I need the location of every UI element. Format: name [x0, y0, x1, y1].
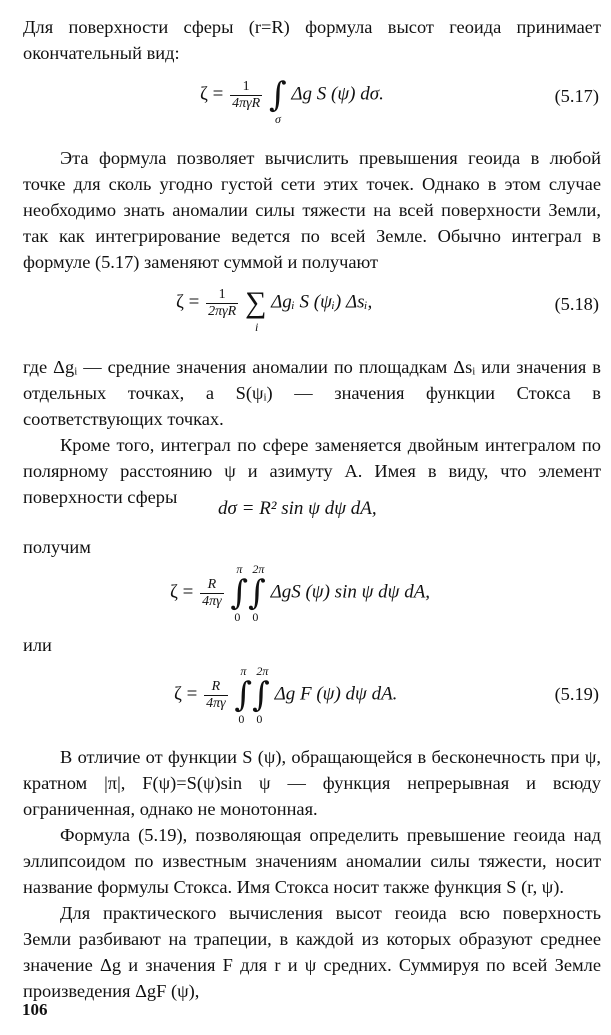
eq517-lhs: ζ = — [200, 83, 224, 105]
eq518-numerator: 1 — [206, 287, 238, 304]
eqzs-upper-1: π — [236, 562, 243, 576]
eqzs-lhs: ζ = — [170, 581, 194, 603]
paragraph-4: Кроме того, интеграл по сфере заменяется двойным интегралом по полярному расстоянию ψ и азимуту A. Имея в виду, что элемент поверхности сферы — [23, 435, 601, 507]
eq517-body: Δg S (ψ) dσ. — [291, 83, 384, 105]
eq519-denominator: 4πγ — [206, 695, 226, 711]
equation-zeta-sin — [0, 562, 611, 634]
paragraph-3: где Δgᵢ — средние значения аномалии по площадкам Δsᵢ или значения в отдельных точках, а S(ψᵢ) — значения функции Стокса в соответствующих точках. — [23, 357, 601, 429]
eq518-denominator: 2πγR — [208, 303, 237, 319]
eq519-upper-2: 2π — [256, 664, 269, 678]
eq517-lower-limit: σ — [274, 112, 281, 126]
eqzs-lower-1: 0 — [234, 610, 241, 624]
equation-5-17 — [0, 72, 611, 138]
paragraph-1: Для поверхности сферы (r=R) формула высот геоида принимает окончательный вид: — [23, 17, 601, 63]
paragraph-9: Для практического вычисления высот геоида всю поверхность Земли разбивают на трапеции, в каждой из которых образуют среднее значение Δg и значения F для r и ψ средних. Суммируя по всей Земле произведения ΔgF (ψ), — [23, 903, 601, 1001]
eqzs-fraction — [200, 577, 224, 610]
paragraph-5: получим — [23, 537, 91, 557]
equation-5-18 — [0, 280, 611, 350]
paragraph-2: Эта формула позволяет вычислить превышения геоида в любой точке для сколь угодно густой сети этих точек. Однако в этом случае необходимо знать аномалии силы тяжести на всей поверхности Земли, так как интегрирование ведется по всей Земле. Обычно интеграл в формуле (5.17) заменяют суммой и получают — [23, 148, 601, 272]
eq519-fraction — [204, 679, 228, 712]
paragraph-8: Формула (5.19), позволяющая определить превышение геоида над эллипсоидом по известным значениям аномалии силы тяжести, носит название формулы Стокса. Имя Стокса носит также функция S (r, ψ). — [23, 825, 601, 897]
eq517-integral: ∫ σ — [268, 75, 287, 126]
eq519-lower-2: 0 — [256, 712, 263, 726]
eq518-sum: ∑ i — [244, 286, 267, 334]
eqzs-double-integral: ∫∫ π 2π 0 0 — [230, 562, 266, 624]
eqzs-lower-2: 0 — [252, 610, 259, 624]
page-number: 106 — [22, 1000, 48, 1019]
eqzs-numerator: R — [200, 577, 224, 594]
eq519-numerator: R — [204, 679, 228, 696]
eq-dsigma-text: dσ = R² sin ψ dψ dA, — [218, 498, 377, 519]
eq518-body: Δgᵢ S (ψᵢ) Δsᵢ, — [271, 291, 373, 313]
eq519-double-integral: ∫∫ π 2π 0 0 — [234, 664, 270, 726]
eq519-label: (5.19) — [554, 684, 599, 704]
equation-5-19 — [0, 662, 611, 738]
eqzs-body: ΔgS (ψ) sin ψ dψ dA, — [270, 581, 431, 603]
eqzs-upper-2: 2π — [252, 562, 265, 576]
eq518-lhs: ζ = — [176, 291, 200, 313]
eq519-lower-1: 0 — [238, 712, 245, 726]
eq517-fraction — [230, 79, 262, 112]
eq518-label: (5.18) — [554, 294, 599, 314]
equation-dsigma — [0, 494, 611, 528]
paragraph-6: или — [23, 635, 52, 655]
paragraph-7: В отличие от функции S (ψ), обращающейся в бесконечность при ψ, кратном |π|, F(ψ)=S(ψ)sin ψ — функция непрерывная и всюду ограниченная, однако не монотонная. — [23, 747, 601, 819]
eq517-denominator: 4πγR — [232, 95, 261, 111]
eqzs-denominator: 4πγ — [202, 593, 222, 609]
eq519-body: Δg F (ψ) dψ dA. — [274, 683, 398, 705]
eq519-lhs: ζ = — [174, 683, 198, 705]
eq517-label: (5.17) — [554, 86, 599, 106]
eq519-upper-1: π — [240, 664, 247, 678]
eq517-numerator: 1 — [230, 79, 262, 96]
eq518-fraction — [206, 287, 238, 320]
eq518-sum-index: i — [254, 320, 259, 334]
